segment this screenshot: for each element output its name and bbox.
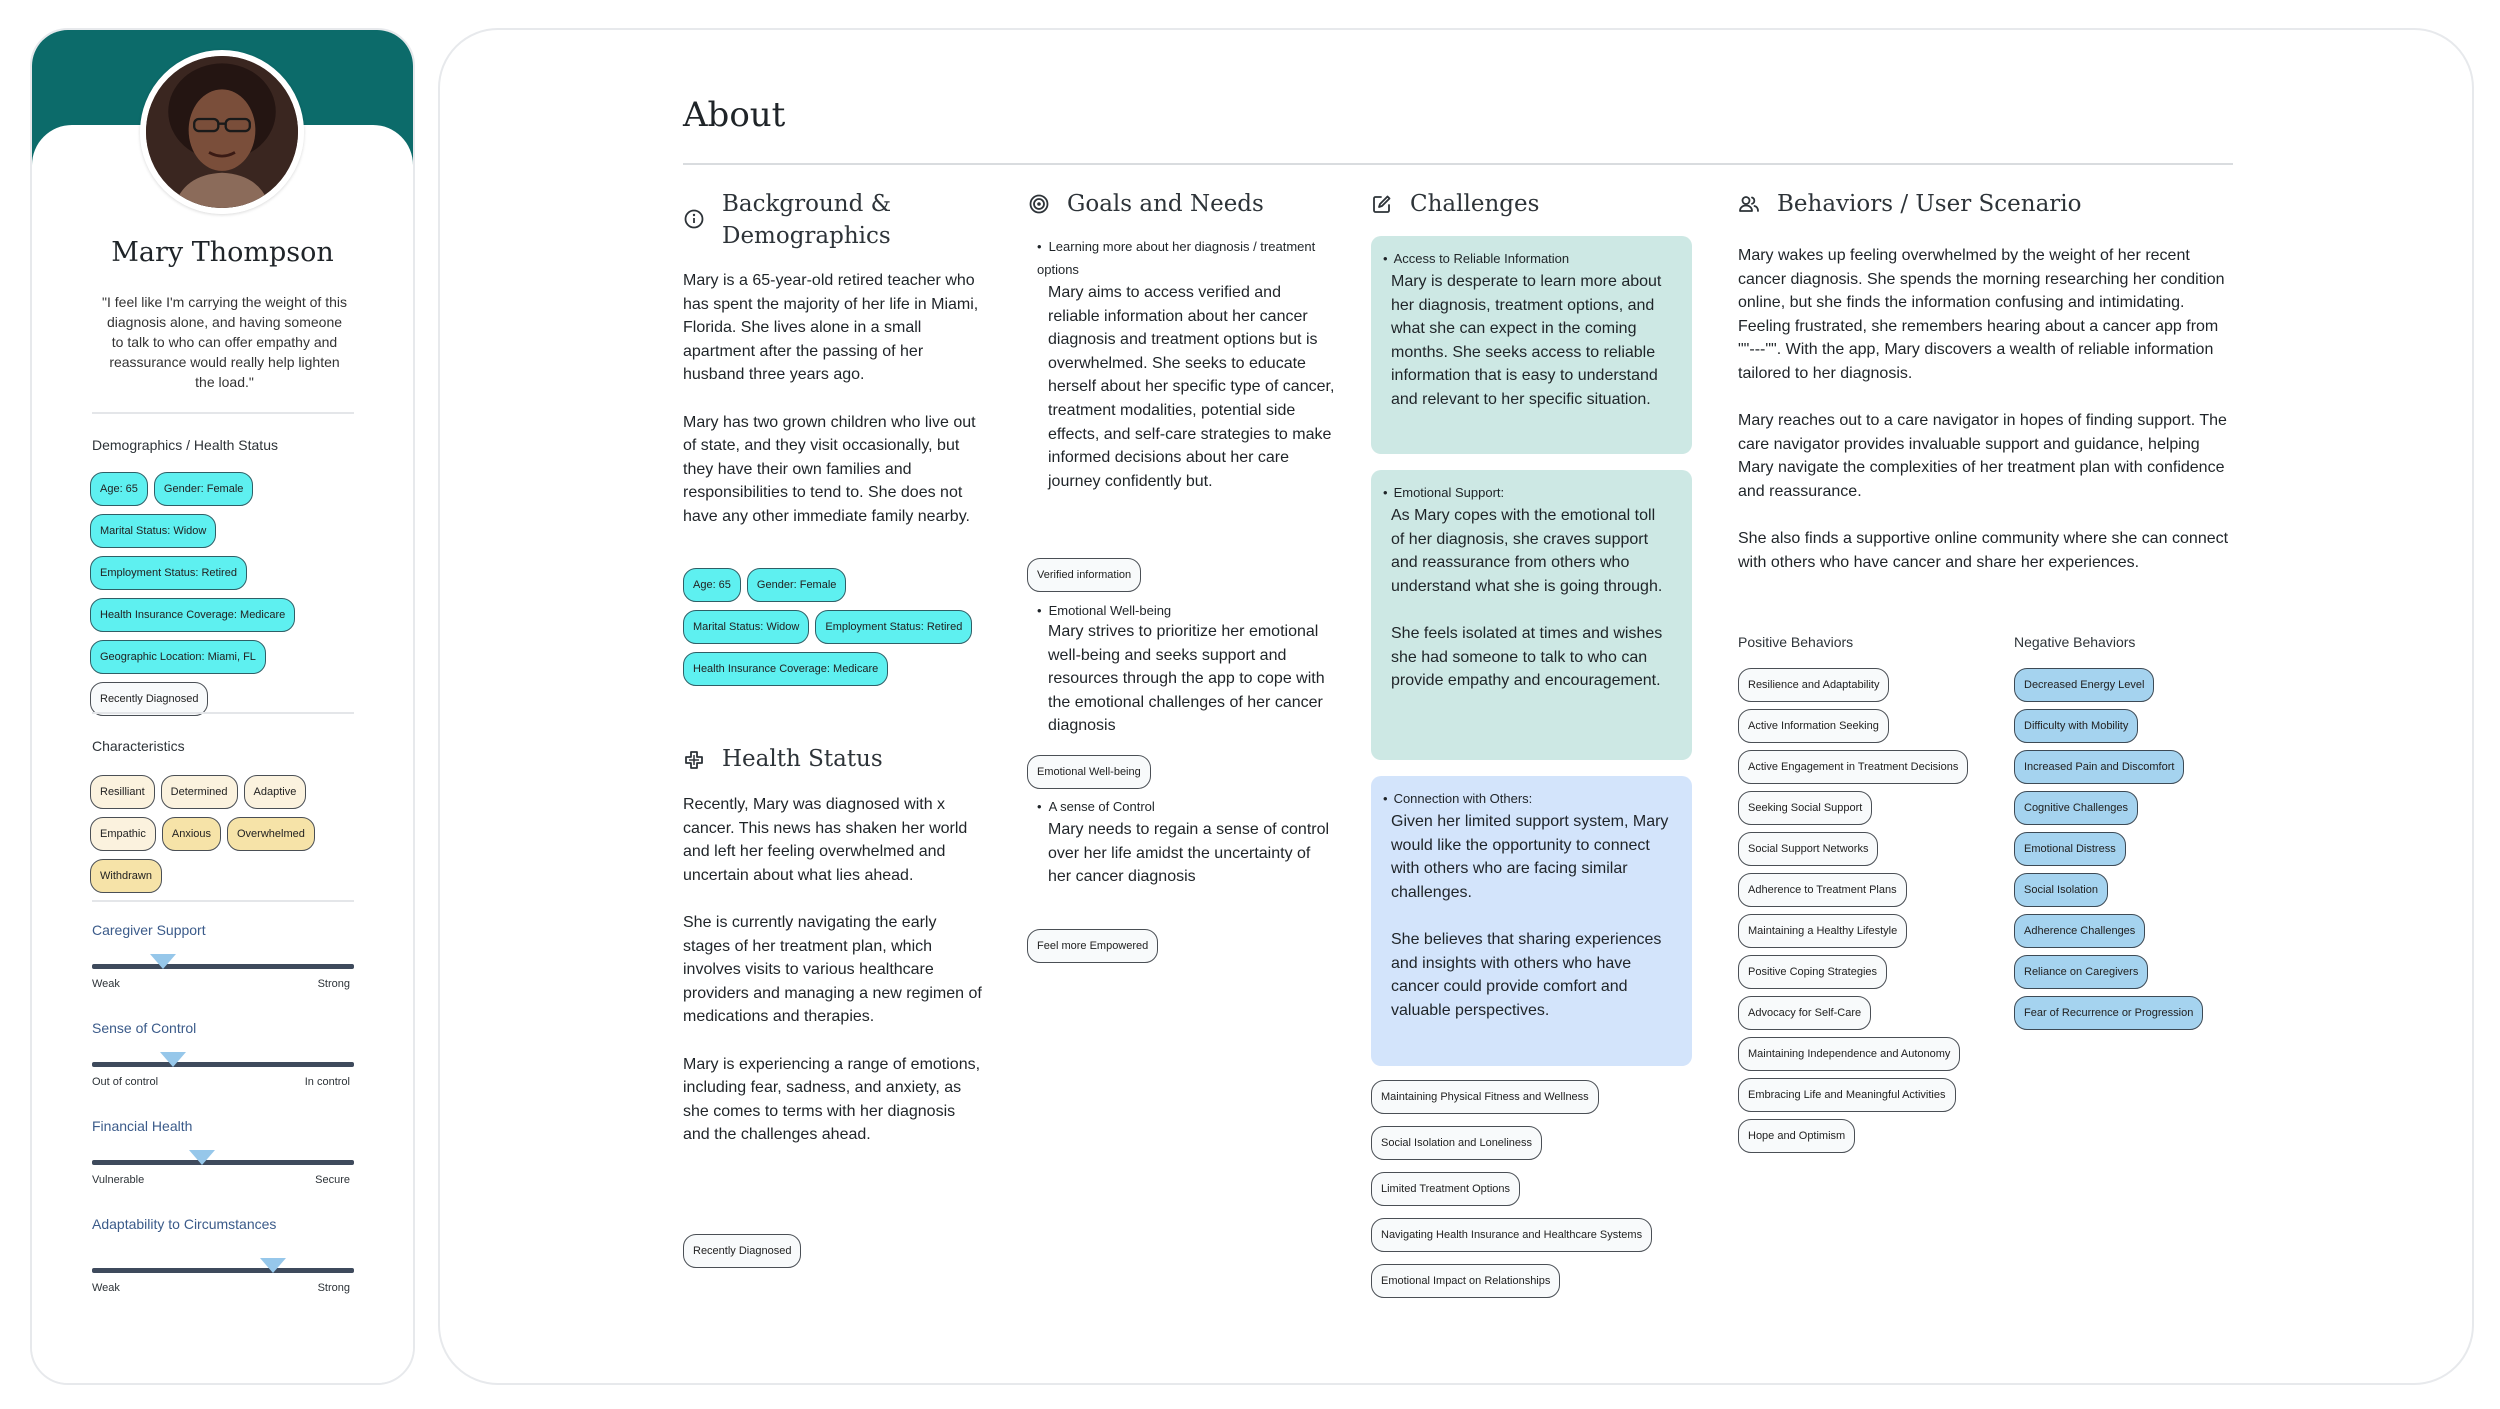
negative-behaviors-title: Negative Behaviors [2014,634,2136,650]
challenge-box [1371,470,1692,760]
background-paragraph: Mary is a 65-year-old retired teacher who has spent the majority of her life in Miami, Florida. She lives alone in a small apartment after the passing of her husband three years ago. [683,272,979,384]
characteristic-chip[interactable]: Adaptive [244,775,307,809]
edit-icon [1371,193,1393,215]
demographic-chip[interactable]: Health Insurance Coverage: Medicare [683,652,888,686]
challenge-paragraph: She believes that sharing experiences and insights with others who have cancer could provide comfort and valuable perspectives. [1391,930,1662,1019]
characteristic-chip[interactable]: Empathic [90,817,156,851]
characteristics-title: Characteristics [92,738,185,754]
positive-behaviors-list [1738,668,1968,1153]
positive-behavior-chip[interactable]: Embracing Life and Meaningful Activities [1738,1078,1956,1112]
divider [92,412,354,414]
positive-behavior-chip[interactable]: Positive Coping Strategies [1738,955,1887,989]
challenge-chip-list [1371,1080,1652,1298]
characteristic-chip[interactable]: Resilliant [90,775,155,809]
demographic-chip[interactable]: Gender: Female [154,472,253,506]
behavior-paragraph: Mary reaches out to a care navigator in hopes of finding support. The care navigator provides invaluable support and guidance, helping Mary navigate the complexities of her treatment plan with confidence and reassurance. [1738,412,2227,500]
challenge-paragraph: Given her limited support system, Mary would like the opportunity to connect with others who are facing similar challenges. [1391,813,1669,901]
positive-behavior-chip[interactable]: Active Engagement in Treatment Decisions [1738,750,1968,784]
characteristics-chip-list [90,775,350,893]
profile-card [30,28,415,1385]
challenge-paragraph: She feels isolated at times and wishes she had someone to talk to who can provide empathy and encouragement. [1391,624,1663,690]
demographics-chip-list [90,472,360,716]
challenge-title: • Emotional Support: [1383,482,1672,504]
scale-marker[interactable] [189,1150,215,1165]
title-divider [683,163,2233,165]
characteristic-chip[interactable]: Anxious [162,817,221,851]
positive-behavior-chip[interactable]: Maintaining Independence and Autonomy [1738,1037,1960,1071]
challenge-box [1371,236,1692,454]
negative-behavior-chip[interactable]: Reliance on Caregivers [2014,955,2148,989]
positive-behavior-chip[interactable]: Maintaining a Healthy Lifestyle [1738,914,1907,948]
scale-track[interactable] [92,1062,354,1067]
users-icon [1738,193,1760,215]
positive-behaviors-title: Positive Behaviors [1738,634,1854,650]
demographic-chip[interactable]: Employment Status: Retired [815,610,972,644]
scale-label: Adaptability to Circumstances [92,1216,277,1232]
negative-behavior-chip[interactable]: Decreased Energy Level [2014,668,2154,702]
scale-max-label: Secure [315,1174,350,1186]
target-icon [1028,193,1050,215]
scale-min-label: Vulnerable [92,1174,145,1186]
goal-item-title: • Emotional Well-being [1037,599,1327,622]
challenge-chip[interactable]: Maintaining Physical Fitness and Wellness [1371,1080,1599,1114]
negative-behavior-chip[interactable]: Increased Pain and Discomfort [2014,750,2184,784]
demographic-chip[interactable]: Employment Status: Retired [90,556,247,590]
background-text [683,269,983,529]
demographic-chip[interactable]: Geographic Location: Miami, FL [90,640,266,674]
demographics-title: Demographics / Health Status [92,437,278,453]
scale-min-label: Weak [92,978,120,990]
positive-behavior-chip[interactable]: Social Support Networks [1738,832,1878,866]
health-status-text [683,793,983,1147]
scale-max-label: Strong [317,1282,350,1294]
demographic-chip[interactable]: Marital Status: Widow [90,514,216,548]
demographic-chip[interactable]: Age: 65 [90,472,148,506]
positive-behavior-chip[interactable]: Advocacy for Self-Care [1738,996,1871,1030]
goal-item-title: • Learning more about her diagnosis / treatment options [1037,235,1327,281]
positive-behavior-chip[interactable]: Seeking Social Support [1738,791,1872,825]
health-paragraph: Recently, Mary was diagnosed with x cancer. This news has shaken her world and left her feeling overwhelmed and uncertain about what lies ahead. [683,796,968,884]
behavior-paragraph: Mary wakes up feeling overwhelmed by the weight of her recent cancer diagnosis. She spends the morning researching her condition online, but she finds the information confusing and intimidating. Feeling frustrated, she remembers hearing about a cancer app from ""---"". With the app, Mary discovers a wealth of reliable information tailored to her diagnosis. [1738,247,2225,382]
challenge-text [1391,270,1672,412]
divider [92,900,354,902]
divider [92,712,354,714]
negative-behaviors-list [2014,668,2203,1030]
negative-behavior-chip[interactable]: Adherence Challenges [2014,914,2145,948]
demographic-chip[interactable]: Health Insurance Coverage: Medicare [90,598,295,632]
negative-behavior-chip[interactable]: Cognitive Challenges [2014,791,2138,825]
goal-chip[interactable]: Feel more Empowered [1027,929,1158,963]
health-paragraph: Mary is experiencing a range of emotions, including fear, sadness, and anxiety, as she comes to terms with her diagnosis and the challenges ahead. [683,1055,981,1144]
challenge-paragraph: As Mary copes with the emotional toll of her diagnosis, she craves support and reassurance from others who understand what she is going through. [1391,507,1663,595]
positive-behavior-chip[interactable]: Resilience and Adaptability [1738,668,1889,702]
avatar [140,50,304,214]
goal-chip[interactable]: Emotional Well-being [1027,755,1151,789]
background-chip-list [683,568,973,686]
goal-item-title: • A sense of Control [1037,795,1327,818]
scale-label: Financial Health [92,1118,193,1134]
health-status-title: Health Status [722,746,883,772]
scale-marker[interactable] [160,1052,186,1067]
negative-behavior-chip[interactable]: Emotional Distress [2014,832,2126,866]
scale-min-label: Weak [92,1282,120,1294]
positive-behavior-chip[interactable]: Adherence to Treatment Plans [1738,873,1907,907]
person-name: Mary Thompson [111,237,334,268]
avatar-portrait [146,56,298,208]
challenge-text [1391,504,1672,693]
background-paragraph: Mary has two grown children who live out of state, and they visit occasionally, but they have their own families and responsibilities to tend to. She does not have any other immediate family nearby. [683,413,976,525]
health-chip-wrap [683,1234,801,1268]
scale-label: Caregiver Support [92,922,206,938]
scale-track[interactable] [92,964,354,969]
background-title: Background & Demographics [722,191,892,249]
demographic-chip[interactable]: Recently Diagnosed [90,682,208,716]
persona-quote: "I feel like I'm carrying the weight of this diagnosis alone, and having someone to talk to who can offer empathy and reassurance would really help lighten the load." [102,294,347,390]
goal-chip-wrap [1027,558,1141,592]
goal-item-text: Mary strives to prioritize her emotional well-being and seeks support and resources through the app to cope with the emotional challenges of her cancer diagnosis [1048,623,1325,735]
scale-marker[interactable] [150,954,176,969]
challenge-title: • Access to Reliable Information [1383,248,1672,270]
goal-chip[interactable]: Verified information [1027,558,1141,592]
health-paragraph: She is currently navigating the early stages of her treatment plan, which involves visits to various healthcare providers and managing a new regimen of medications and therapies. [683,913,982,1026]
challenge-chip[interactable]: Navigating Health Insurance and Healthcare Systems [1371,1218,1652,1252]
behavior-paragraph: She also finds a supportive online community where she can connect with others who have cancer and share her experiences. [1738,530,2229,571]
behaviors-text [1738,244,2238,574]
positive-behavior-chip[interactable]: Active Information Seeking [1738,709,1889,743]
scale-marker[interactable] [260,1258,286,1273]
goal-chip-wrap [1027,929,1158,963]
scale-max-label: In control [304,1076,350,1088]
demographic-chip[interactable]: Gender: Female [747,568,846,602]
scale-track[interactable] [92,1160,354,1165]
goal-item-text: Mary aims to access verified and reliable information about her cancer diagnosis and treatment options but is overwhelmed. She seeks to educate herself about her specific type of cancer, treatment modalities, potential side effects, and self-care strategies to make informed decisions about her care journey confidently but. [1048,284,1335,490]
goal-item-text: Mary needs to regain a sense of control over her life amidst the uncertainty of her cancer diagnosis [1048,821,1330,886]
characteristic-chip[interactable]: Withdrawn [90,859,162,893]
scale-label: Sense of Control [92,1020,197,1036]
negative-behavior-chip[interactable]: Social Isolation [2014,873,2108,907]
negative-behavior-chip[interactable]: Difficulty with Mobility [2014,709,2138,743]
characteristic-chip[interactable]: Overwhelmed [227,817,315,851]
challenge-chip[interactable]: Social Isolation and Loneliness [1371,1126,1542,1160]
negative-behavior-chip[interactable]: Fear of Recurrence or Progression [2014,996,2203,1030]
challenge-chip[interactable]: Emotional Impact on Relationships [1371,1264,1560,1298]
challenges-title: Challenges [1410,191,1540,217]
challenge-paragraph: Mary is desperate to learn more about her diagnosis, treatment options, and what she can expect in the coming months. She seeks access to reliable information that is easy to understand and relevant to her specific situation. [1391,273,1662,408]
scale-max-label: Strong [317,978,350,990]
scale-min-label: Out of control [92,1076,159,1088]
challenge-title: • Connection with Others: [1383,788,1672,810]
goals-title: Goals and Needs [1067,191,1264,217]
positive-behavior-chip[interactable]: Hope and Optimism [1738,1119,1855,1153]
goal-chip-wrap [1027,755,1151,789]
characteristic-chip[interactable]: Determined [161,775,238,809]
page-title: About [683,95,786,135]
challenge-text [1391,810,1672,1022]
scale-track[interactable] [92,1268,354,1273]
behaviors-title: Behaviors / User Scenario [1777,191,2082,217]
demographic-chip[interactable]: Marital Status: Widow [683,610,809,644]
info-icon [683,208,705,230]
health-chip[interactable]: Recently Diagnosed [683,1234,801,1268]
demographic-chip[interactable]: Age: 65 [683,568,741,602]
challenge-box [1371,776,1692,1066]
challenge-chip[interactable]: Limited Treatment Options [1371,1172,1520,1206]
health-cross-icon [683,749,705,771]
